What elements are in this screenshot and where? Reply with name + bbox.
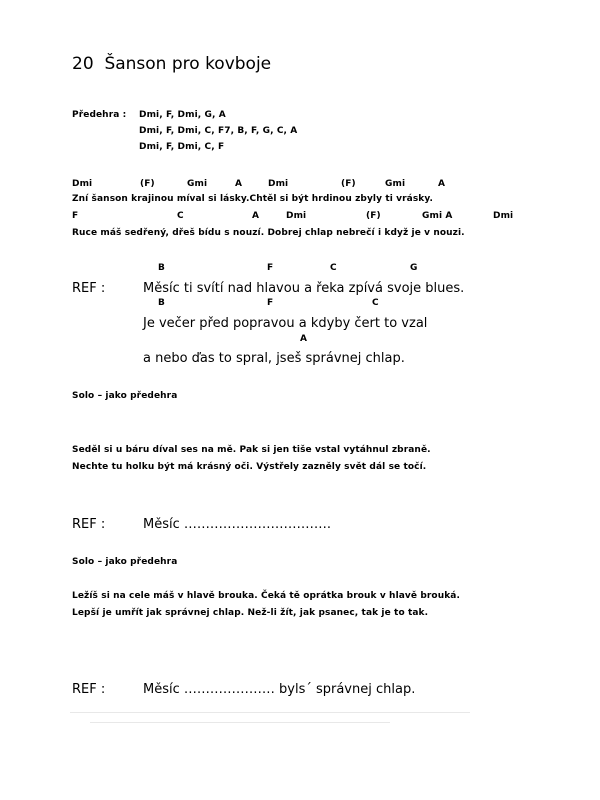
- chord: A: [438, 179, 446, 189]
- solo-note-1: Solo – jako předehra: [72, 391, 178, 401]
- verse1-lyric-2: Ruce máš sedřený, dřeš bídu s nouzí. Dobrej chlap nebrečí i když je v nouzi.: [72, 228, 465, 238]
- song-title: 20 Šanson pro kovboje: [72, 54, 272, 74]
- ref2-text: Měsíc …………………………….: [143, 517, 332, 532]
- verse3-lyric-2: Lepší je umřít jak správnej chlap. Než-li žít, jak psanec, tak je to tak.: [72, 608, 429, 618]
- chord: F: [267, 298, 274, 308]
- chord: Gmi: [187, 179, 208, 189]
- chord: (F): [366, 211, 381, 221]
- predehra-label: Předehra :: [72, 110, 127, 120]
- chord: Dmi: [286, 211, 307, 221]
- chord: B: [158, 298, 165, 308]
- predehra-chords-1: Dmi, F, Dmi, G, A: [139, 110, 226, 120]
- solo-note-2: Solo – jako předehra: [72, 557, 178, 567]
- scan-artifact: [70, 712, 470, 713]
- refrain-lyric-1: Měsíc ti svítí nad hlavou a řeka zpívá svoje blues.: [143, 281, 465, 296]
- predehra-chords-3: Dmi, F, Dmi, C, F: [139, 142, 225, 152]
- refrain-label: REF :: [72, 281, 106, 296]
- chord: (F): [140, 179, 155, 189]
- chord: Dmi: [493, 211, 514, 221]
- chord: Dmi: [268, 179, 289, 189]
- scan-artifact: [90, 722, 390, 723]
- chord: Gmi A: [422, 211, 453, 221]
- ref3-label: REF :: [72, 682, 106, 697]
- verse2-lyric-1: Seděl si u báru díval ses na mě. Pak si jen tiše vstal vytáhnul zbraně.: [72, 445, 431, 455]
- refrain-lyric-2: Je večer před popravou a kdyby čert to vzal: [143, 316, 428, 331]
- verse3-lyric-1: Ležíš si na cele máš v hlavě brouka. Čeká tě oprátka brouk v hlavě brouká.: [72, 591, 460, 601]
- ref2-label: REF :: [72, 517, 106, 532]
- chord: B: [158, 263, 165, 273]
- chord: C: [330, 263, 337, 273]
- verse1-lyric-1: Zní šanson krajinou míval si lásky.Chtěl si být hrdinou zbyly ti vrásky.: [72, 194, 434, 204]
- verse2-lyric-2: Nechte tu holku být má krásný oči. Výstřely zazněly svět dál se točí.: [72, 462, 427, 472]
- predehra-chords-2: Dmi, F, Dmi, C, F7, B, F, G, C, A: [139, 126, 298, 136]
- chord: G: [410, 263, 418, 273]
- chord: A: [300, 334, 307, 344]
- chord: F: [267, 263, 274, 273]
- chord: F: [72, 211, 79, 221]
- chord: A: [252, 211, 260, 221]
- chord: C: [372, 298, 379, 308]
- chord: C: [177, 211, 184, 221]
- chord: A: [235, 179, 243, 189]
- chord: Gmi: [385, 179, 406, 189]
- ref3-text: Měsíc ………………… byls´ správnej chlap.: [143, 682, 416, 697]
- chord: Dmi: [72, 179, 93, 189]
- refrain-lyric-3: a nebo ďas to spral, jseš správnej chlap.: [143, 351, 405, 366]
- chord: (F): [341, 179, 356, 189]
